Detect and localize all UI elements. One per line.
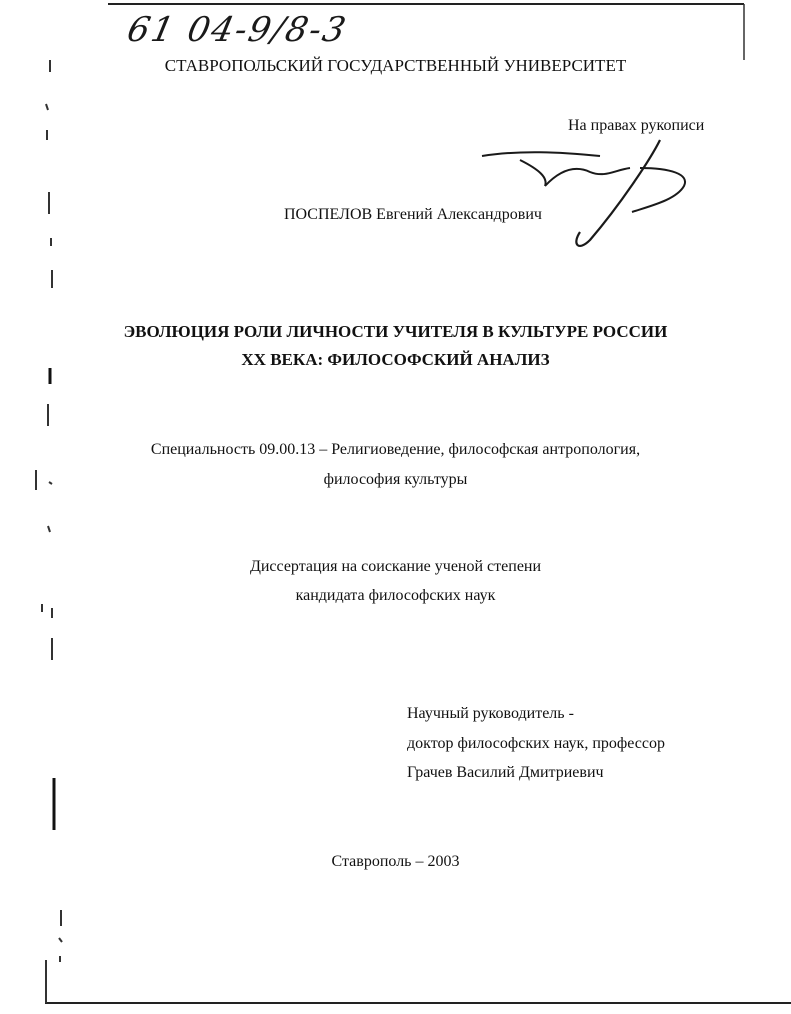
handwritten-shelfmark: 61 04-9/8-3 bbox=[123, 10, 351, 50]
specialty-line-2: философия культуры bbox=[323, 471, 468, 488]
supervisor-degree: доктор философских наук, профессор bbox=[407, 735, 665, 752]
dissertation-title-line-2: XX ВЕКА: ФИЛОСОФСКИЙ АНАЛИЗ bbox=[241, 350, 550, 369]
dissertation-title-line-1: ЭВОЛЮЦИЯ РОЛИ ЛИЧНОСТИ УЧИТЕЛЯ В КУЛЬТУРЕ РОССИИ bbox=[123, 322, 668, 341]
manuscript-rights-note: На правах рукописи bbox=[568, 117, 705, 134]
supervisor-label: Научный руководитель - bbox=[407, 705, 574, 722]
place-and-year: Ставрополь – 2003 bbox=[331, 853, 460, 870]
author-name: ПОСПЕЛОВ Евгений Александрович bbox=[284, 206, 542, 223]
degree-line-2: кандидата философских наук bbox=[295, 587, 496, 604]
supervisor-name: Грачев Василий Дмитриевич bbox=[407, 764, 604, 781]
degree-line-1: Диссертация на соискание ученой степени bbox=[249, 558, 542, 575]
specialty-line-1: Специальность 09.00.13 – Религиоведение, философская антропология, bbox=[150, 441, 641, 458]
university-name: СТАВРОПОЛЬСКИЙ ГОСУДАРСТВЕННЫЙ УНИВЕРСИТЕТ bbox=[164, 56, 627, 75]
